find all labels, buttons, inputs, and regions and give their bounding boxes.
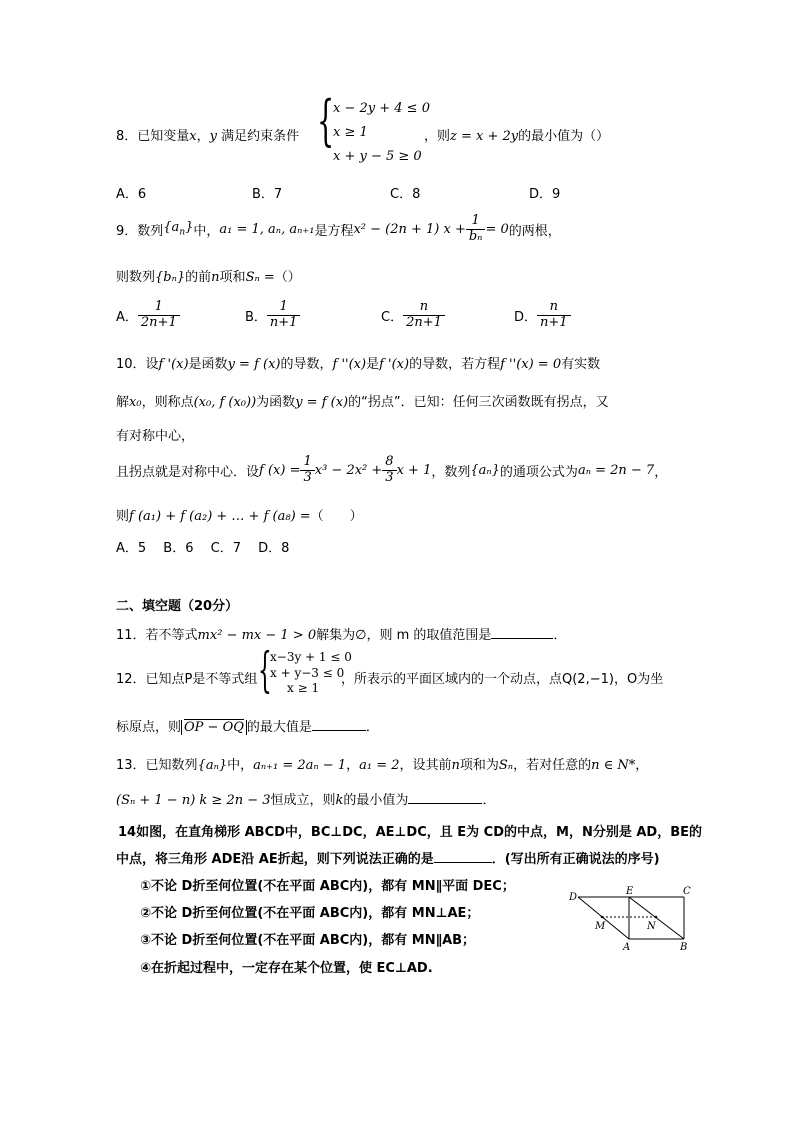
q12-brace: { bbox=[258, 642, 272, 698]
q8-constraint-2: x ≥ 1 bbox=[333, 125, 368, 140]
q9-option-b: B． $\frac{1}{n+1}$ bbox=[245, 300, 300, 331]
q8-option-c: C．8 bbox=[390, 187, 421, 202]
q14-line-2: 中点，将三角形 ADE沿 AE折起，则下列说法正确的是 ．(写出所有正确说法的序号) bbox=[116, 852, 660, 867]
q11-line: 11．若不等式mx² − mx − 1 > 0解集为∅，则 m 的取值范围是 ． bbox=[116, 628, 567, 643]
q11-answer-blank[interactable] bbox=[491, 626, 553, 639]
point-m bbox=[601, 916, 604, 919]
q14-statement-4: ④在折起过程中，一定存在某个位置，使 EC⊥AD. bbox=[140, 961, 433, 976]
label-b: B bbox=[680, 942, 688, 953]
q9-option-d: D． $\frac{n}{n+1}$ bbox=[514, 300, 571, 331]
q10-line-1: 10．设f '(x)是函数y = f (x)的导数，f ''(x)是f '(x)的导数，若方程f ''(x) = 0有实数 bbox=[116, 357, 601, 372]
q9-line-2: 则数列{bₙ}的前n项和Sₙ =（） bbox=[116, 270, 301, 285]
label-c: C bbox=[683, 886, 691, 897]
q10-line-4: 且拐点就是对称中心．设 f (x) = $\frac{1}{3}$ x³ − 2x² + $\frac{8}{3}$ x + 1 ，数列 {aₙ} 的通项公式为 aₙ = 2n − 7 ， bbox=[116, 453, 668, 485]
q8-constraint-1: x − 2y + 4 ≤ 0 bbox=[333, 101, 430, 116]
q10-options: A．5 B．6 C．7 D．8 bbox=[116, 541, 290, 556]
q8-option-b: B．7 bbox=[252, 187, 283, 202]
label-m: M bbox=[595, 921, 606, 932]
point-n bbox=[655, 916, 658, 919]
q9-line-1: 9．数列 $\{a_n\}$ 中， a₁ = 1, aₙ, aₙ₊₁ 是方程 x² − (2n + 1) x + $\frac{1}{\text{bₙ}}$ = 0 的两根， bbox=[116, 212, 561, 244]
q13-answer-blank[interactable] bbox=[408, 791, 482, 804]
label-d: D bbox=[569, 892, 578, 903]
q12-line-1b: ，所表示的平面区域内的一个动点，点Q(2,−1)，O为坐 bbox=[341, 672, 664, 687]
q14-statement-1: ①不论 D折至何位置(不在平面 ABC内)，都有 MN∥平面 DEC； bbox=[140, 879, 515, 894]
q14-statement-2: ②不论 D折至何位置(不在平面 ABC内)，都有 MN⊥AE； bbox=[140, 906, 480, 921]
q9-option-a: A． $\frac{1}{2n+1}$ bbox=[116, 300, 180, 331]
q8-brace: { bbox=[317, 89, 335, 152]
q9-option-c: C． $\frac{n}{2n+1}$ bbox=[381, 300, 445, 331]
q12-line-2: 标原点，则 OP − OQ 的最大值是 ． bbox=[116, 720, 379, 735]
q13-line-2: (Sₙ + 1 − n) k ≥ 2n − 3恒成立，则k的最小值为 ． bbox=[116, 793, 496, 808]
q8-stem-a: 8．已知变量x，y 满足约束条件 bbox=[116, 129, 300, 144]
q12-system-1: x−3y + 1 ≤ 0 bbox=[270, 650, 352, 664]
label-e: E bbox=[626, 886, 634, 897]
q12-system-2: x + y−3 ≤ 0 bbox=[270, 666, 345, 680]
q14-statement-3: ③不论 D折至何位置(不在平面 ABC内)，都有 MN∥AB； bbox=[140, 933, 476, 948]
edge-da bbox=[578, 897, 629, 939]
q12-line-1a: 12．已知点P是不等式组 bbox=[116, 672, 258, 687]
q13-line-1: 13．已知数列{aₙ}中，aₙ₊₁ = 2aₙ − 1，a₁ = 2，设其前n项和为Sₙ，若对任意的n ∈ N*， bbox=[116, 758, 649, 773]
q8-constraint-3: x + y − 5 ≥ 0 bbox=[333, 149, 422, 164]
q10-line-5: 则f (a₁) + f (a₂) + … + f (a₈) =（ ） bbox=[116, 509, 363, 524]
q12-answer-blank[interactable] bbox=[312, 718, 366, 731]
q12-system-3: x ≥ 1 bbox=[287, 681, 320, 695]
section-2-title: 二、填空题（20分） bbox=[116, 599, 239, 614]
q14-answer-blank[interactable] bbox=[434, 850, 492, 863]
trapezoid-figure bbox=[560, 884, 700, 954]
label-a: A bbox=[623, 942, 631, 953]
q8-option-a: A．6 bbox=[116, 187, 147, 202]
q10-line-2: 解x₀，则称点(x₀, f (x₀))为函数y = f (x)的“拐点”．已知：任何三次函数既有拐点，又 bbox=[116, 395, 609, 410]
q14-line-1: 14如图，在直角梯形 ABCD中，BC⊥DC，AE⊥DC，且 E为 CD的中点，M，N分别是 AD，BE的 bbox=[118, 825, 702, 840]
q10-line-3: 有对称中心， bbox=[116, 429, 195, 444]
label-n: N bbox=[647, 921, 656, 932]
q8-stem-c: ，则z = x + 2y的最小值为（） bbox=[424, 129, 610, 144]
q8-option-d: D．9 bbox=[529, 187, 561, 202]
